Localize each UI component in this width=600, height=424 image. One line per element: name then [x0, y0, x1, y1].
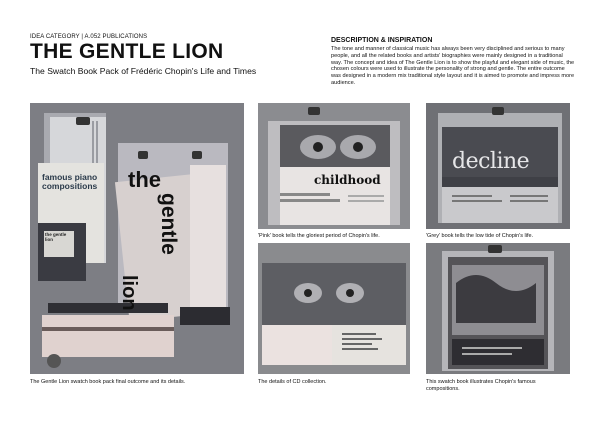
- caption-book: This swatch book illustrates Chopin's famous compositions.: [426, 379, 536, 392]
- book-word-childhood: childhood: [314, 173, 381, 187]
- caption-cd: The details of CD collection.: [258, 379, 327, 385]
- caption-grey: 'Grey' book tells the low tide of Chopin's life.: [426, 233, 534, 239]
- category-label: IDEA CATEGORY | A.052 PUBLICATIONS: [30, 34, 148, 40]
- cd-photo: [258, 243, 410, 374]
- description-heading: DESCRIPTION & INSPIRATION: [331, 37, 433, 44]
- description-body: The tone and manner of classical music has always been very disciplined and serious to many people, and all the related books and artists' biographies were mainly designed in a traditional way. The concept and idea of The Gentle Lion is to show the playful and elegant side of music, the chosen colours were used to illustrate the personality of strong and gentle. The entire outcome was designed in a modern mix traditional style layout and it is aimed to promote and impress more audience.: [331, 46, 575, 87]
- page-title: THE GENTLE LION: [30, 40, 224, 63]
- pink-book-illustration: [258, 103, 410, 229]
- big-text-the: the: [128, 167, 161, 192]
- grey-book-photo: [426, 103, 570, 229]
- main-photo: [30, 103, 244, 374]
- cover-text: famous piano compositions: [42, 172, 98, 191]
- cd-illustration: [258, 243, 410, 374]
- composition-book-illustration: [426, 243, 570, 374]
- big-text-lion: lion: [118, 275, 140, 311]
- big-text-gentle: gentle: [157, 193, 180, 255]
- small-book-text: the gentle lion: [45, 232, 67, 242]
- composition-book-photo: [426, 243, 570, 374]
- caption-pink: 'Pink' book tells the gloriest period of Chopin's life.: [258, 233, 380, 239]
- page-subtitle: The Swatch Book Pack of Frédéric Chopin's Life and Times: [30, 66, 257, 76]
- caption-main: The Gentle Lion swatch book pack final outcome and its details.: [30, 379, 186, 385]
- book-word-decline: decline: [452, 149, 530, 174]
- pink-book-photo: [258, 103, 410, 229]
